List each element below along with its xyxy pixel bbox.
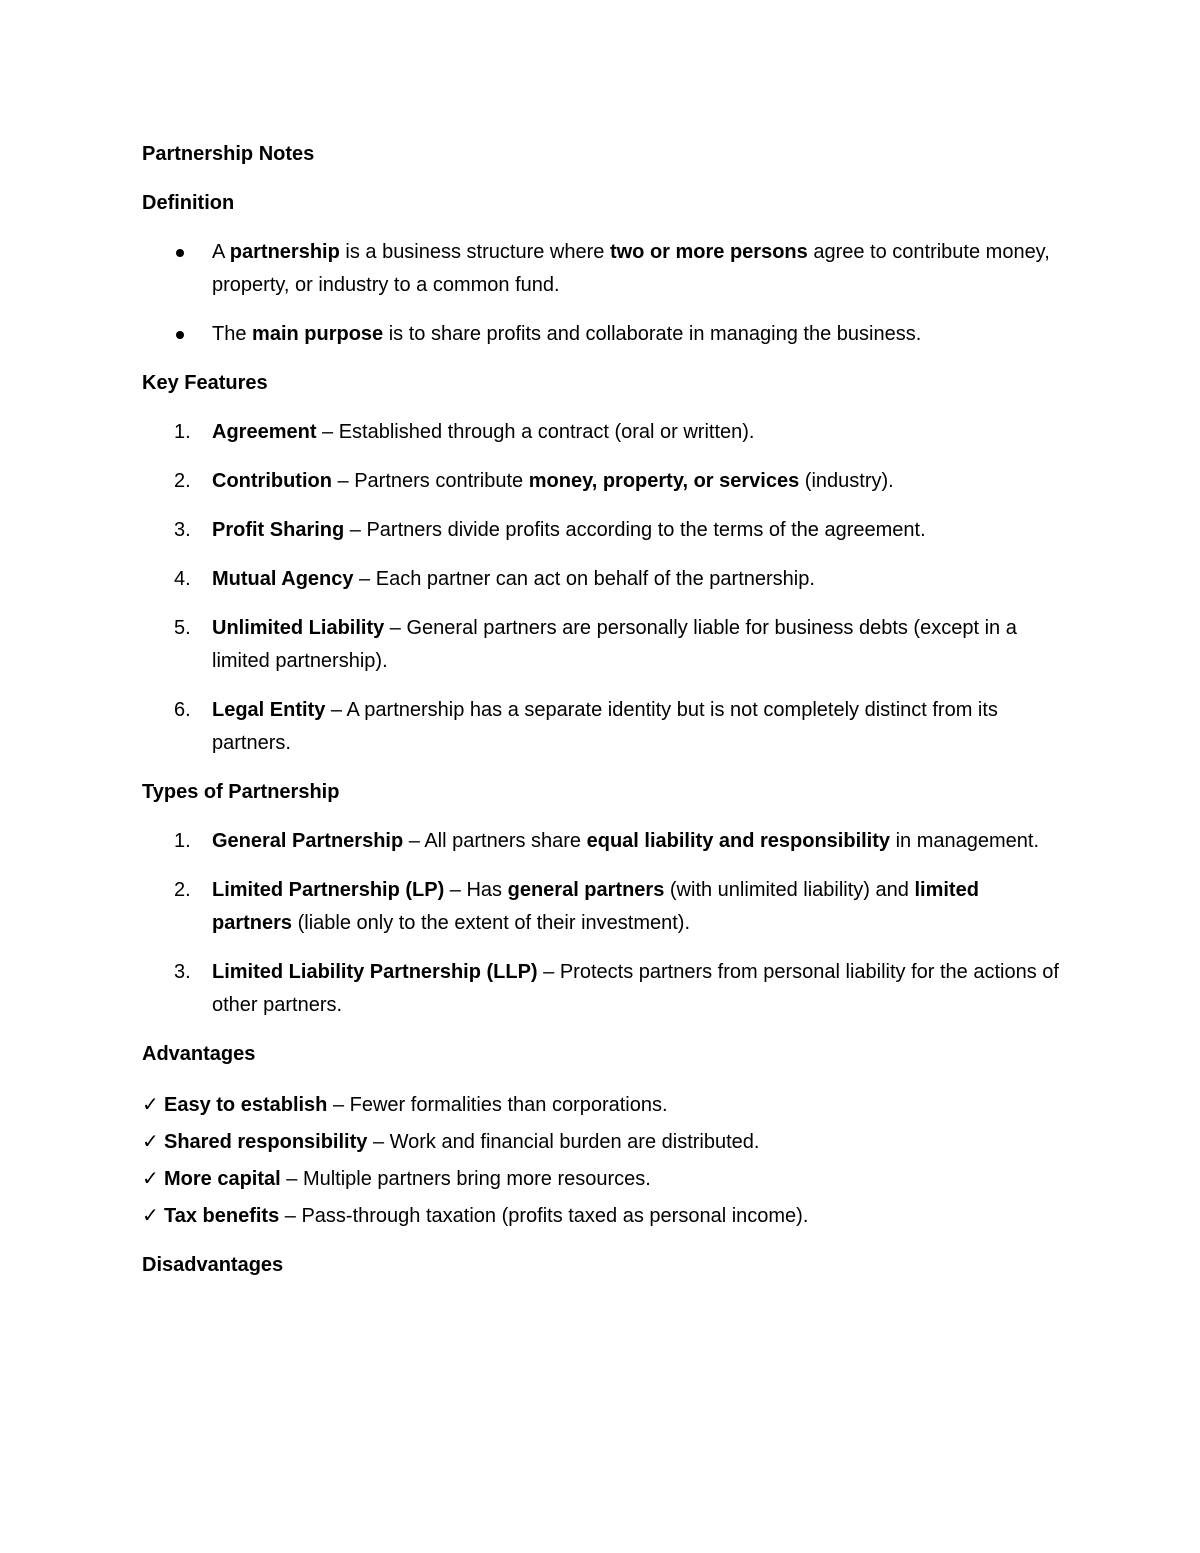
advantage-item bbox=[142, 1161, 1062, 1198]
bold-text: general partners bbox=[507, 879, 665, 901]
definition-item bbox=[142, 236, 1062, 302]
bold-text: Contribution bbox=[212, 470, 332, 492]
text: is to share profits and collaborate in managing the business. bbox=[383, 323, 922, 345]
text: – Established through a contract (oral or written). bbox=[316, 421, 755, 443]
advantage-label: Easy to establish bbox=[164, 1094, 328, 1116]
advantage-item bbox=[142, 1124, 1062, 1161]
bold-text: Unlimited Liability bbox=[212, 617, 385, 639]
bold-text: main purpose bbox=[252, 323, 384, 345]
list-number: 2. bbox=[174, 470, 191, 492]
advantage-text: – Work and financial burden are distributed. bbox=[367, 1131, 760, 1153]
bullet-icon bbox=[176, 331, 184, 339]
list-number: 6. bbox=[174, 699, 191, 721]
list-number: 1. bbox=[174, 421, 191, 443]
advantage-label: Tax benefits bbox=[164, 1205, 280, 1227]
partnership-type-item bbox=[142, 874, 1062, 940]
bold-text: limited partners bbox=[212, 879, 979, 934]
bold-text: General Partnership bbox=[212, 830, 404, 852]
text: – All partners share bbox=[403, 830, 587, 852]
text: The bbox=[212, 323, 253, 345]
text: – Partners contribute bbox=[331, 470, 529, 492]
definition-heading: Definition bbox=[142, 192, 235, 214]
text: is a business structure where bbox=[339, 241, 610, 263]
bold-text: Limited Partnership (LP) bbox=[212, 879, 445, 901]
bold-text: Legal Entity bbox=[212, 699, 326, 721]
types-heading: Types of Partnership bbox=[142, 781, 340, 803]
text: (liable only to the extent of their investment). bbox=[292, 912, 691, 934]
text: agree to contribute money, property, or industry to a common fund. bbox=[212, 241, 1050, 296]
bold-text: money, property, or services bbox=[528, 470, 800, 492]
list-number: 3. bbox=[174, 519, 191, 541]
advantage-label: More capital bbox=[164, 1168, 281, 1190]
list-number: 3. bbox=[174, 961, 191, 983]
bold-text: Limited Liability Partnership (LLP) bbox=[212, 961, 538, 983]
advantage-item bbox=[142, 1198, 1062, 1235]
partnership-type-item bbox=[142, 825, 1062, 858]
bold-text: Agreement bbox=[212, 421, 317, 443]
text: – General partners are personally liable for business debts (except in a limited partnership). bbox=[212, 617, 1017, 672]
types-list bbox=[142, 825, 1062, 1022]
advantages-heading: Advantages bbox=[142, 1043, 256, 1065]
bold-text: partnership bbox=[229, 241, 340, 263]
text: – A partnership has a separate identity but is not completely distinct from its partners. bbox=[212, 699, 998, 754]
key-feature-item bbox=[142, 563, 1062, 596]
advantage-text: – Fewer formalities than corporations. bbox=[327, 1094, 668, 1116]
text: – Has bbox=[444, 879, 508, 901]
document-title: Partnership Notes bbox=[142, 143, 315, 165]
key-feature-item bbox=[142, 612, 1062, 678]
document-page bbox=[142, 138, 1062, 1298]
key-feature-item bbox=[142, 694, 1062, 760]
advantages-list bbox=[142, 1087, 1062, 1235]
key-feature-item bbox=[142, 465, 1062, 498]
disadvantages-heading: Disadvantages bbox=[142, 1254, 284, 1276]
bold-text: Mutual Agency bbox=[212, 568, 354, 590]
text: (with unlimited liability) and bbox=[664, 879, 915, 901]
list-number: 1. bbox=[174, 830, 191, 852]
list-number: 4. bbox=[174, 568, 191, 590]
list-number: 5. bbox=[174, 617, 191, 639]
list-number: 2. bbox=[174, 879, 191, 901]
key-feature-item bbox=[142, 416, 1062, 449]
text: A bbox=[212, 241, 230, 263]
text: (industry). bbox=[799, 470, 894, 492]
advantage-item bbox=[142, 1087, 1062, 1124]
bullet-icon bbox=[176, 249, 184, 257]
partnership-type-item bbox=[142, 956, 1062, 1022]
bold-text: Profit Sharing bbox=[212, 519, 345, 541]
key-features-list bbox=[142, 416, 1062, 760]
definition-list bbox=[142, 236, 1062, 351]
key-features-heading: Key Features bbox=[142, 372, 268, 394]
checkmark-icon: ✓ bbox=[142, 1168, 159, 1190]
checkmark-icon: ✓ bbox=[142, 1094, 159, 1116]
checkmark-icon: ✓ bbox=[142, 1205, 159, 1227]
text: – Each partner can act on behalf of the partnership. bbox=[353, 568, 815, 590]
text: – Partners divide profits according to the terms of the agreement. bbox=[344, 519, 926, 541]
key-feature-item bbox=[142, 514, 1062, 547]
advantage-label: Shared responsibility bbox=[164, 1131, 368, 1153]
bold-text: two or more persons bbox=[609, 241, 808, 263]
text: – Protects partners from personal liability for the actions of other partners. bbox=[212, 961, 1059, 1016]
definition-item bbox=[142, 318, 1062, 351]
checkmark-icon: ✓ bbox=[142, 1131, 159, 1153]
text: in management. bbox=[890, 830, 1040, 852]
advantage-text: – Pass-through taxation (profits taxed as personal income). bbox=[279, 1205, 809, 1227]
advantage-text: – Multiple partners bring more resources. bbox=[280, 1168, 651, 1190]
bold-text: equal liability and responsibility bbox=[586, 830, 891, 852]
